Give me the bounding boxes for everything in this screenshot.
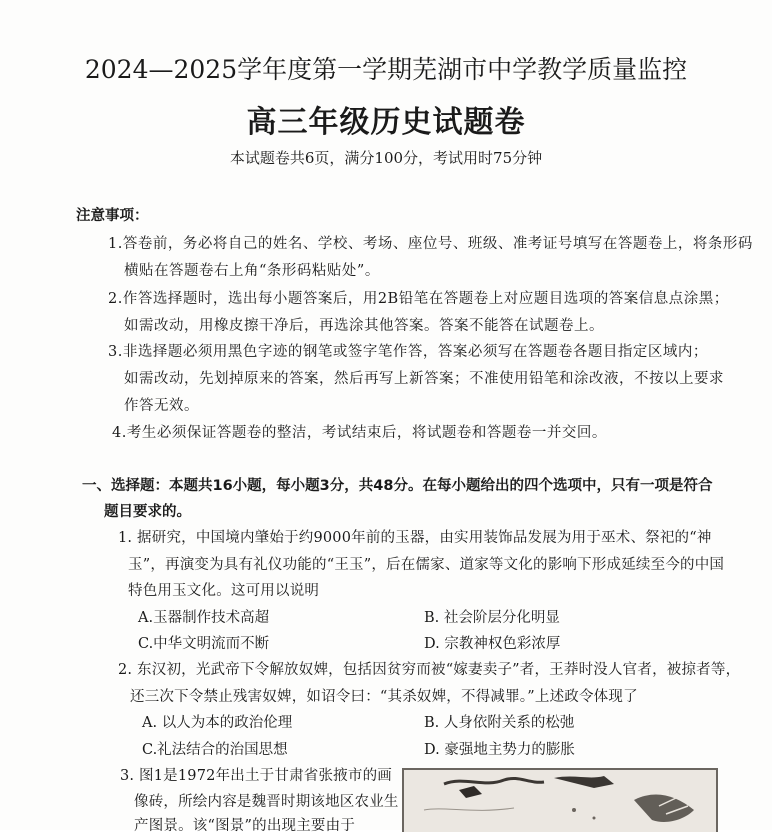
exam-title: 2024—2025学年度第一学期芜湖市中学教学质量监控 bbox=[84, 55, 688, 84]
section-heading-cont: 题目要求的。 bbox=[104, 504, 191, 520]
question-2-option-a: A. 以人为本的政治伦理 bbox=[142, 715, 293, 731]
question-1-line: 1. 据研究，中国境内肇始于约9000年前的玉器，由实用装饰品发展为用于巫术、祭祀的“神 bbox=[118, 530, 712, 546]
question-1-line: 玉”，再演变为具有礼仪功能的“王玉”，后在儒家、道家等文化的影响下形成延续至今的中国 bbox=[128, 557, 725, 573]
question-1-line: 特色用玉文化。这可用以说明 bbox=[128, 583, 320, 599]
notice-line: 如需改动，用橡皮擦干净后，再选涂其他答案。答案不能答在试题卷上。 bbox=[124, 318, 604, 334]
question-2-option-d: D. 豪强地主势力的膨胀 bbox=[424, 742, 575, 758]
question-3-line: 3. 图1是1972年出土于甘肃省张掖市的画 bbox=[120, 768, 392, 784]
question-2-line: 还三次下令禁止残害奴婢，如诏令曰：“其杀奴婢，不得减罪。”上述政令体现了 bbox=[130, 689, 638, 705]
notice-line: 如需改动，先划掉原来的答案，然后再写上新答案；不准使用铅笔和涂改液，不按以上要求 bbox=[124, 371, 724, 387]
exam-info: 本试题卷共6页，满分100分，考试用时75分钟 bbox=[229, 149, 543, 167]
question-3-line: 像砖，所绘内容是魏晋时期该地区农业生 bbox=[134, 794, 399, 810]
section-heading: 一、选择题：本题共16小题，每小题3分，共48分。在每小题给出的四个选项中，只有一项是符合 bbox=[82, 478, 713, 494]
notice-line: 1.答卷前，务必将自己的姓名、学校、考场、座位号、班级、准考证号填写在答题卷上，将条形码 bbox=[108, 236, 753, 252]
brick-painting-image bbox=[402, 768, 718, 832]
question-1-option-d: D. 宗教神权色彩浓厚 bbox=[424, 636, 561, 652]
question-1-option-b: B. 社会阶层分化明显 bbox=[424, 610, 560, 626]
question-2-option-b: B. 人身依附关系的松弛 bbox=[424, 715, 575, 731]
question-1-option-a: A.玉器制作技术高超 bbox=[138, 610, 270, 626]
question-2-option-c: C.礼法结合的治国思想 bbox=[142, 742, 288, 758]
notice-heading: 注意事项： bbox=[76, 208, 149, 224]
exam-subtitle: 高三年级历史试题卷 bbox=[246, 105, 526, 140]
question-3-line: 产图景。该“图景”的出现主要由于 bbox=[134, 818, 356, 834]
notice-line: 2.作答选择题时，选出每小题答案后，用2B铅笔在答题卷上对应题目选项的答案信息点涂黑； bbox=[108, 291, 729, 307]
question-1-option-c: C.中华文明流而不断 bbox=[138, 636, 270, 652]
notice-line: 作答无效。 bbox=[124, 398, 199, 414]
notice-line: 横贴在答题卷右上角“条形码粘贴处”。 bbox=[124, 263, 380, 279]
brick-painting-drawing bbox=[404, 770, 716, 832]
notice-line: 4.考生必须保证答题卷的整洁，考试结束后，将试题卷和答题卷一并交回。 bbox=[112, 425, 607, 441]
notice-line: 3.非选择题必须用黑色字迹的钢笔或签字笔作答，答案必须写在答题卷各题目指定区域内； bbox=[108, 344, 708, 360]
question-2-line: 2. 东汉初，光武帝下令解放奴婢，包括因贫穷而被“嫁妻卖子”者，王莽时没人官者，被掠者等， bbox=[118, 662, 741, 678]
